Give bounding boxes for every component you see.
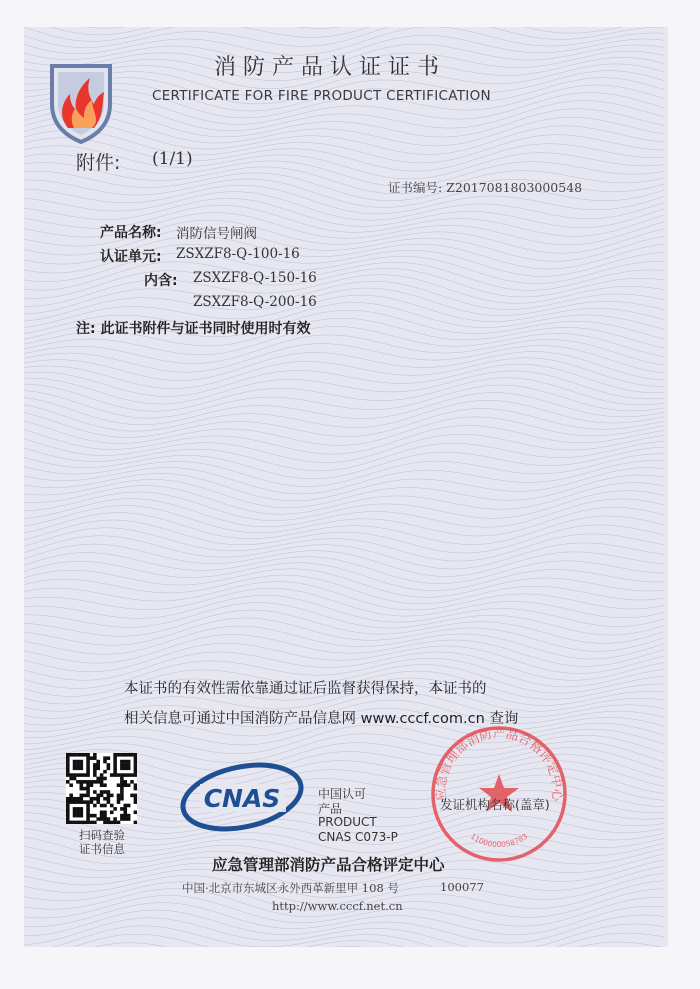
issuer-address: 中国·北京市东城区永外西革新里甲 108 号 — [182, 881, 399, 895]
contains-value-2: ZSXZF8-Q-200-16 — [193, 294, 317, 310]
cert-unit-label: 认证单元: — [100, 249, 162, 265]
certificate-title-cn: 消防产品认证证书 — [214, 55, 447, 80]
cert-unit-value: ZSXZF8-Q-100-16 — [176, 246, 300, 262]
qr-caption-line1: 扫码查验 — [79, 828, 125, 842]
attachment-label: 附件: — [76, 152, 121, 174]
contains-value-1: ZSXZF8-Q-150-16 — [193, 270, 317, 286]
qr-caption-line2: 证书信息 — [79, 842, 125, 856]
cnas-logo-text: CNAS — [203, 784, 281, 813]
fire-emblem-icon — [46, 58, 116, 144]
seal-code-text: 1100000058783 — [468, 831, 530, 850]
attachment-value: (1/1) — [152, 149, 193, 169]
issuer-postcode: 100077 — [440, 880, 484, 894]
issuer-website: http://www.cccf.net.cn — [272, 899, 403, 913]
cnas-line4: CNAS C073-P — [318, 830, 398, 844]
qr-caption — [66, 828, 138, 856]
validity-text-line1: 本证书的有效性需依靠通过证后监督获得保持，本证书的 — [124, 681, 487, 697]
contains-label: 内含: — [144, 273, 178, 289]
issuer-org-name: 应急管理部消防产品合格评定中心 — [212, 856, 445, 874]
qr-code — [66, 753, 137, 824]
official-seal — [424, 716, 574, 866]
cnas-line1: 中国认可 — [318, 787, 367, 801]
cnas-line2: 产品 — [318, 802, 343, 816]
product-name-value: 消防信号闸阀 — [176, 226, 257, 242]
validity-text-line2: 相关信息可通过中国消防产品信息网 www.cccf.com.cn 查询 — [124, 711, 519, 727]
seal-arc-text: 应急管理部消防产品合格评定中心 — [432, 725, 566, 802]
product-name-label: 产品名称: — [100, 225, 162, 241]
certificate-number: 证书编号: Z2017081803000548 — [388, 180, 583, 195]
cnas-logo — [178, 762, 306, 832]
validity-note: 注: 此证书附件与证书同时使用时有效 — [76, 321, 311, 337]
issuer-sign-caption: 发证机构名称(盖章) — [440, 797, 550, 812]
cnas-line3: PRODUCT — [318, 815, 377, 829]
certificate-title-en: CERTIFICATE FOR FIRE PRODUCT CERTIFICATION — [152, 88, 491, 104]
